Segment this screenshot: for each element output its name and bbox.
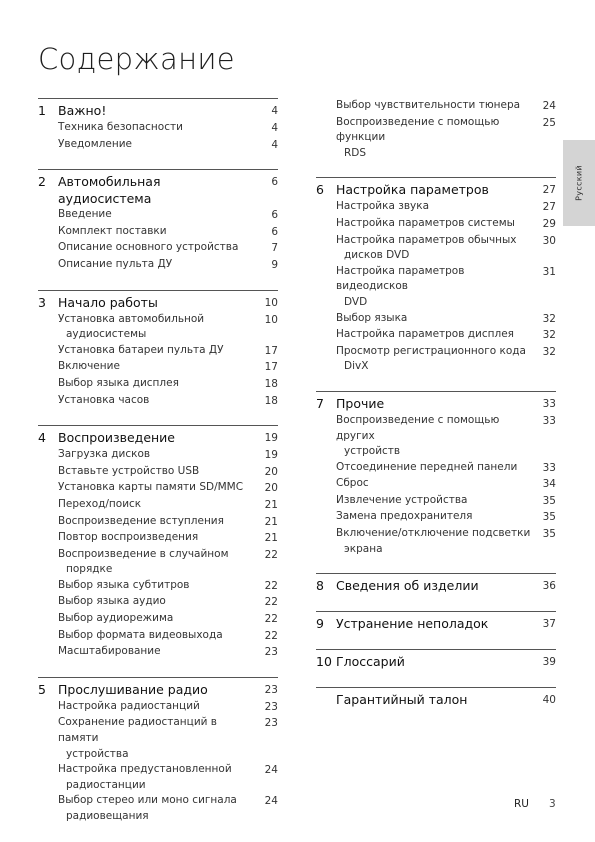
- section-number: 1: [38, 103, 46, 118]
- toc-entry-page: 21: [264, 515, 278, 528]
- toc-entry-line: Отсоединение передней панели: [336, 460, 518, 473]
- toc-entry[interactable]: [38, 464, 278, 481]
- toc-entry[interactable]: [316, 327, 556, 344]
- toc-entry-text: [58, 628, 254, 644]
- toc-entry-text: [336, 509, 532, 525]
- toc-entry-page: 17: [264, 344, 278, 357]
- toc-entry[interactable]: [316, 460, 556, 477]
- toc-entry-line: радиовещания: [66, 810, 149, 822]
- toc-entry-page: 4: [271, 138, 278, 151]
- toc-entry[interactable]: [316, 476, 556, 493]
- toc-entry[interactable]: [38, 594, 278, 611]
- section-page: 33: [542, 397, 556, 410]
- section-page: 27: [542, 184, 556, 197]
- toc-entry[interactable]: [38, 393, 278, 410]
- toc-entry-text: [336, 493, 532, 509]
- page-number: 3: [549, 798, 556, 810]
- section-page: 37: [542, 618, 556, 631]
- toc-entry[interactable]: [38, 644, 278, 661]
- toc-entry-line: Выбор стерео или моно сигнала: [58, 794, 237, 807]
- section-number: 2: [38, 174, 46, 190]
- toc-entry-page: 19: [264, 449, 278, 462]
- toc-entry-page: 20: [264, 482, 278, 495]
- toc-entry-page: 18: [264, 394, 278, 407]
- toc-entry-text: [58, 257, 254, 273]
- toc-section-heading[interactable]: [316, 577, 556, 595]
- toc-entry-line: Извлечение устройства: [336, 493, 468, 506]
- toc-entry-page: 30: [542, 234, 556, 247]
- toc-entry-page: 6: [271, 209, 278, 222]
- toc-entry-line: Техника безопасности: [58, 121, 183, 133]
- section-title: Важно!: [58, 103, 107, 118]
- section-number: 4: [38, 430, 46, 446]
- toc-entry-text: [58, 376, 254, 392]
- toc-entry[interactable]: [38, 480, 278, 497]
- toc-section: [38, 169, 278, 273]
- toc-entry-text: [58, 594, 254, 610]
- toc-entry-line: радиостанции: [66, 778, 146, 791]
- toc-entry[interactable]: [316, 216, 556, 233]
- toc-entry-text: [58, 497, 254, 513]
- toc-entry-line: Масштабирование: [58, 645, 161, 658]
- toc-entry[interactable]: [316, 264, 556, 311]
- section-title: Прослушивание радио: [58, 681, 208, 697]
- toc-entry-text: [58, 514, 254, 530]
- section-number: 10: [316, 654, 332, 670]
- toc-entry-text: [336, 526, 532, 557]
- footer-language: RU: [514, 798, 529, 810]
- toc-entry[interactable]: [316, 233, 556, 264]
- toc-entry-line: Замена предохранителя: [336, 510, 473, 523]
- toc-section: [316, 391, 556, 557]
- toc-entry[interactable]: [38, 497, 278, 514]
- toc-entry-text: [336, 476, 532, 492]
- page-title: Содержание: [38, 42, 235, 76]
- toc-entry-text: [336, 264, 532, 311]
- toc-section: [316, 573, 556, 595]
- section-title: Прочие: [336, 395, 385, 411]
- toc-entry-line: Сохранение радиостанций в памяти: [58, 716, 217, 745]
- toc-entry[interactable]: [38, 611, 278, 628]
- toc-entry-line: Выбор языка дисплея: [58, 376, 179, 389]
- toc-section-heading[interactable]: [316, 653, 556, 671]
- toc-section-heading[interactable]: [38, 102, 278, 120]
- section-page: 6: [271, 176, 278, 189]
- section-title: Глоссарий: [336, 654, 405, 670]
- toc-entry[interactable]: [38, 547, 278, 578]
- toc-entry-text: [58, 359, 254, 375]
- section-title: Начало работы: [58, 294, 158, 310]
- toc-entry-line: Установка часов: [58, 393, 150, 406]
- toc-entry-line: Выбор формата видеовыхода: [58, 628, 223, 641]
- toc-entry-line: Выбор чувствительности тюнера: [336, 99, 521, 111]
- toc-entry[interactable]: [38, 376, 278, 393]
- toc-entry-text: [58, 480, 254, 496]
- toc-entry-line: дисков DVD: [344, 249, 410, 262]
- toc-entry-line: Настройка параметров обычных: [336, 233, 517, 246]
- section-title: Устранение неполадок: [336, 616, 489, 632]
- section-number: 9: [316, 616, 324, 632]
- toc-entry-line: Настройка параметров системы: [336, 216, 515, 229]
- toc-entry-line: Описание пульта ДУ: [58, 257, 173, 270]
- toc-entry[interactable]: [38, 530, 278, 547]
- toc-entry-text: [58, 464, 254, 480]
- section-number: 7: [316, 395, 324, 411]
- toc-entry-page: 25: [542, 116, 556, 129]
- toc-continuation: [316, 98, 556, 161]
- toc-section: [38, 290, 278, 410]
- toc-entry-line: экрана: [344, 542, 383, 555]
- section-title: Гарантийный талон: [336, 692, 468, 708]
- section-number: 8: [316, 578, 324, 594]
- section-page: 36: [542, 580, 556, 593]
- toc-entry-page: 22: [264, 596, 278, 609]
- toc-entry-page: 22: [264, 548, 278, 561]
- toc-entry-text: [58, 793, 254, 824]
- section-number: 5: [38, 681, 46, 697]
- section-page: 23: [264, 683, 278, 696]
- toc-entry-page: 9: [271, 258, 278, 271]
- toc-entry-line: Установка батареи пульта ДУ: [58, 343, 224, 356]
- toc-entry-page: 35: [542, 494, 556, 507]
- toc-entry[interactable]: [38, 343, 278, 360]
- toc-entry-page: 23: [264, 646, 278, 659]
- toc-entry-text: [336, 413, 532, 460]
- toc-entry[interactable]: [38, 628, 278, 645]
- language-tab: [563, 140, 595, 226]
- toc-entry-page: 21: [264, 498, 278, 511]
- section-page: 10: [264, 296, 278, 309]
- toc-entry-line: Выбор аудиорежима: [58, 612, 174, 625]
- toc-entry-page: 17: [264, 361, 278, 374]
- toc-entry[interactable]: [38, 137, 278, 154]
- toc-entry[interactable]: [38, 447, 278, 464]
- toc-entry-line: Воспроизведение в случайном: [58, 547, 229, 560]
- section-title: Автомобильная аудиосистема: [58, 174, 161, 207]
- toc-entry[interactable]: [38, 312, 278, 343]
- toc-entry-text: [58, 343, 254, 359]
- toc-entry[interactable]: [38, 699, 278, 716]
- toc-entry-page: 7: [271, 242, 278, 255]
- toc-entry[interactable]: [316, 311, 556, 328]
- section-page: 19: [264, 432, 278, 445]
- toc-entry-page: 22: [264, 579, 278, 592]
- toc-entry-line: Загрузка дисков: [58, 448, 151, 461]
- toc-entry-page: 20: [264, 465, 278, 478]
- toc-entry-line: Воспроизведение с помощью функции: [336, 115, 500, 144]
- toc-entry-page: 23: [264, 717, 278, 730]
- toc-entry[interactable]: [38, 257, 278, 274]
- toc-entry-text: [58, 699, 254, 715]
- toc-entry-line: Описание основного устройства: [58, 241, 239, 254]
- toc-entry-line: RDS: [344, 146, 367, 159]
- toc-entry[interactable]: [316, 98, 556, 115]
- toc-entry-text: [58, 530, 254, 546]
- toc-section: [316, 177, 556, 375]
- toc-entry[interactable]: [316, 344, 556, 375]
- toc-entry-line: Введение: [58, 208, 112, 221]
- toc-entry-text: [58, 137, 254, 153]
- toc-entry-line: аудиосистемы: [66, 328, 147, 341]
- toc-entry-text: [58, 644, 254, 660]
- toc-entry-line: Комплект поставки: [58, 224, 167, 237]
- toc-entry[interactable]: [316, 115, 556, 162]
- toc-entry-page: 33: [542, 461, 556, 474]
- toc-section: [316, 649, 556, 671]
- toc-entry-line: DVD: [344, 295, 368, 308]
- toc-section-heading[interactable]: [38, 429, 278, 447]
- toc-entry-page: 4: [271, 122, 278, 134]
- toc-entry-page: 18: [264, 377, 278, 390]
- toc-entry-line: Вставьте устройство USB: [58, 464, 200, 477]
- toc-entry-line: Воспроизведение с помощью других: [336, 413, 500, 442]
- toc-entry-line: Просмотр регистрационного кода: [336, 344, 526, 357]
- toc-entry-text: [58, 393, 254, 409]
- toc-entry-line: Переход/поиск: [58, 497, 142, 510]
- toc-entry[interactable]: [38, 762, 278, 793]
- toc-entry-text: [336, 98, 532, 114]
- toc-entry[interactable]: [316, 509, 556, 526]
- toc-section-heading[interactable]: [38, 681, 278, 699]
- toc-entry-line: Включение/отключение подсветки: [336, 527, 531, 540]
- toc-section: [316, 611, 556, 633]
- toc-section: [38, 425, 278, 661]
- toc-entry-line: Выбор языка аудио: [58, 595, 166, 608]
- toc-entry-line: DivX: [344, 360, 369, 373]
- toc-entry-page: 32: [542, 312, 556, 325]
- language-tab-label: Русский: [574, 165, 584, 201]
- toc-entry[interactable]: [38, 207, 278, 224]
- toc-entry-text: [336, 199, 532, 215]
- toc-right-column: [316, 98, 556, 725]
- toc-entry[interactable]: [38, 578, 278, 595]
- toc-entry-page: 22: [264, 629, 278, 642]
- toc-entry[interactable]: [316, 199, 556, 216]
- toc-entry[interactable]: [38, 120, 278, 137]
- toc-entry-page: 10: [264, 313, 278, 326]
- toc-entry-line: Сброс: [336, 477, 369, 490]
- toc-entry-line: Выбор языка субтитров: [58, 578, 190, 591]
- toc-entry-page: 24: [542, 100, 556, 112]
- toc-entry[interactable]: [38, 224, 278, 241]
- toc-entry-page: 23: [264, 700, 278, 713]
- toc-entry-page: 21: [264, 532, 278, 545]
- toc-entry[interactable]: [38, 793, 278, 824]
- toc-entry-text: [336, 311, 532, 327]
- toc-entry-text: [336, 327, 532, 343]
- section-page: 39: [542, 656, 556, 669]
- toc-entry-text: [58, 715, 254, 762]
- toc-entry-page: 34: [542, 478, 556, 491]
- section-number: 6: [316, 182, 324, 198]
- toc-left-column: [38, 98, 278, 841]
- toc-entry-page: 32: [542, 345, 556, 358]
- toc-entry-page: 24: [264, 795, 278, 808]
- toc-section-heading[interactable]: [316, 615, 556, 633]
- toc-entry-line: Настройка звука: [336, 200, 430, 213]
- toc-entry-text: [336, 460, 532, 476]
- toc-entry-page: 27: [542, 201, 556, 214]
- toc-section-heading[interactable]: [316, 691, 556, 709]
- toc-entry-text: [336, 115, 532, 162]
- toc-section: [38, 677, 278, 825]
- toc-entry-page: 31: [542, 265, 556, 278]
- section-title: Сведения об изделии: [336, 578, 479, 594]
- toc-entry-line: Настройка предустановленной: [58, 763, 232, 776]
- toc-entry-text: [58, 120, 254, 136]
- toc-entry-text: [58, 224, 254, 240]
- toc-entry-page: 35: [542, 528, 556, 541]
- toc-entry-text: [336, 216, 532, 232]
- toc-entry-page: 33: [542, 414, 556, 427]
- toc-entry-text: [58, 762, 254, 793]
- toc-entry[interactable]: [38, 240, 278, 257]
- section-title: Настройка параметров: [336, 182, 489, 198]
- toc-section: [316, 687, 556, 709]
- toc-entry[interactable]: [38, 359, 278, 376]
- toc-entry-line: Повтор воспроизведения: [58, 531, 199, 544]
- section-title: Воспроизведение: [58, 430, 175, 446]
- toc-entry-line: Выбор языка: [336, 311, 408, 324]
- toc-entry-text: [58, 447, 254, 463]
- toc-entry-line: Уведомление: [58, 137, 132, 150]
- toc-entry-page: 6: [271, 225, 278, 238]
- toc-section: [38, 98, 278, 153]
- toc-entry-line: устройств: [344, 445, 401, 458]
- toc-entry-line: Настройка параметров дисплея: [336, 328, 514, 341]
- toc-entry-page: 22: [264, 613, 278, 626]
- toc-entry-text: [58, 611, 254, 627]
- toc-entry-line: Воспроизведение вступления: [58, 514, 224, 527]
- toc-entry-text: [58, 312, 254, 343]
- toc-entry-text: [58, 207, 254, 223]
- toc-entry[interactable]: [316, 493, 556, 510]
- toc-entry-line: устройства: [66, 747, 129, 760]
- toc-entry-text: [58, 240, 254, 256]
- toc-entry[interactable]: [316, 526, 556, 557]
- toc-entry-text: [58, 547, 254, 578]
- toc-section-heading[interactable]: [316, 395, 556, 413]
- toc-entry[interactable]: [316, 413, 556, 460]
- toc-entry-text: [336, 344, 532, 375]
- toc-entry-line: Настройка параметров видеодисков: [336, 264, 465, 293]
- toc-entry-line: порядке: [66, 563, 113, 576]
- toc-entry-text: [336, 233, 532, 264]
- toc-section-heading[interactable]: [38, 294, 278, 312]
- toc-entry-page: 32: [542, 329, 556, 342]
- toc-section-heading[interactable]: [38, 173, 278, 207]
- section-page: 40: [542, 694, 556, 707]
- toc-entry-line: Установка автомобильной: [58, 312, 205, 325]
- toc-entry-page: 24: [264, 764, 278, 777]
- toc-entry-text: [58, 578, 254, 594]
- toc-entry-page: 29: [542, 217, 556, 230]
- toc-entry[interactable]: [38, 514, 278, 531]
- toc-entry-line: Включение: [58, 360, 120, 373]
- toc-entry-page: 35: [542, 511, 556, 524]
- toc-entry-line: Установка карты памяти SD/MMC: [58, 481, 244, 494]
- section-number: 3: [38, 294, 46, 310]
- section-page: 4: [271, 105, 278, 117]
- toc-entry-line: Настройка радиостанций: [58, 699, 200, 712]
- toc-entry[interactable]: [38, 715, 278, 762]
- toc-section-heading[interactable]: [316, 181, 556, 199]
